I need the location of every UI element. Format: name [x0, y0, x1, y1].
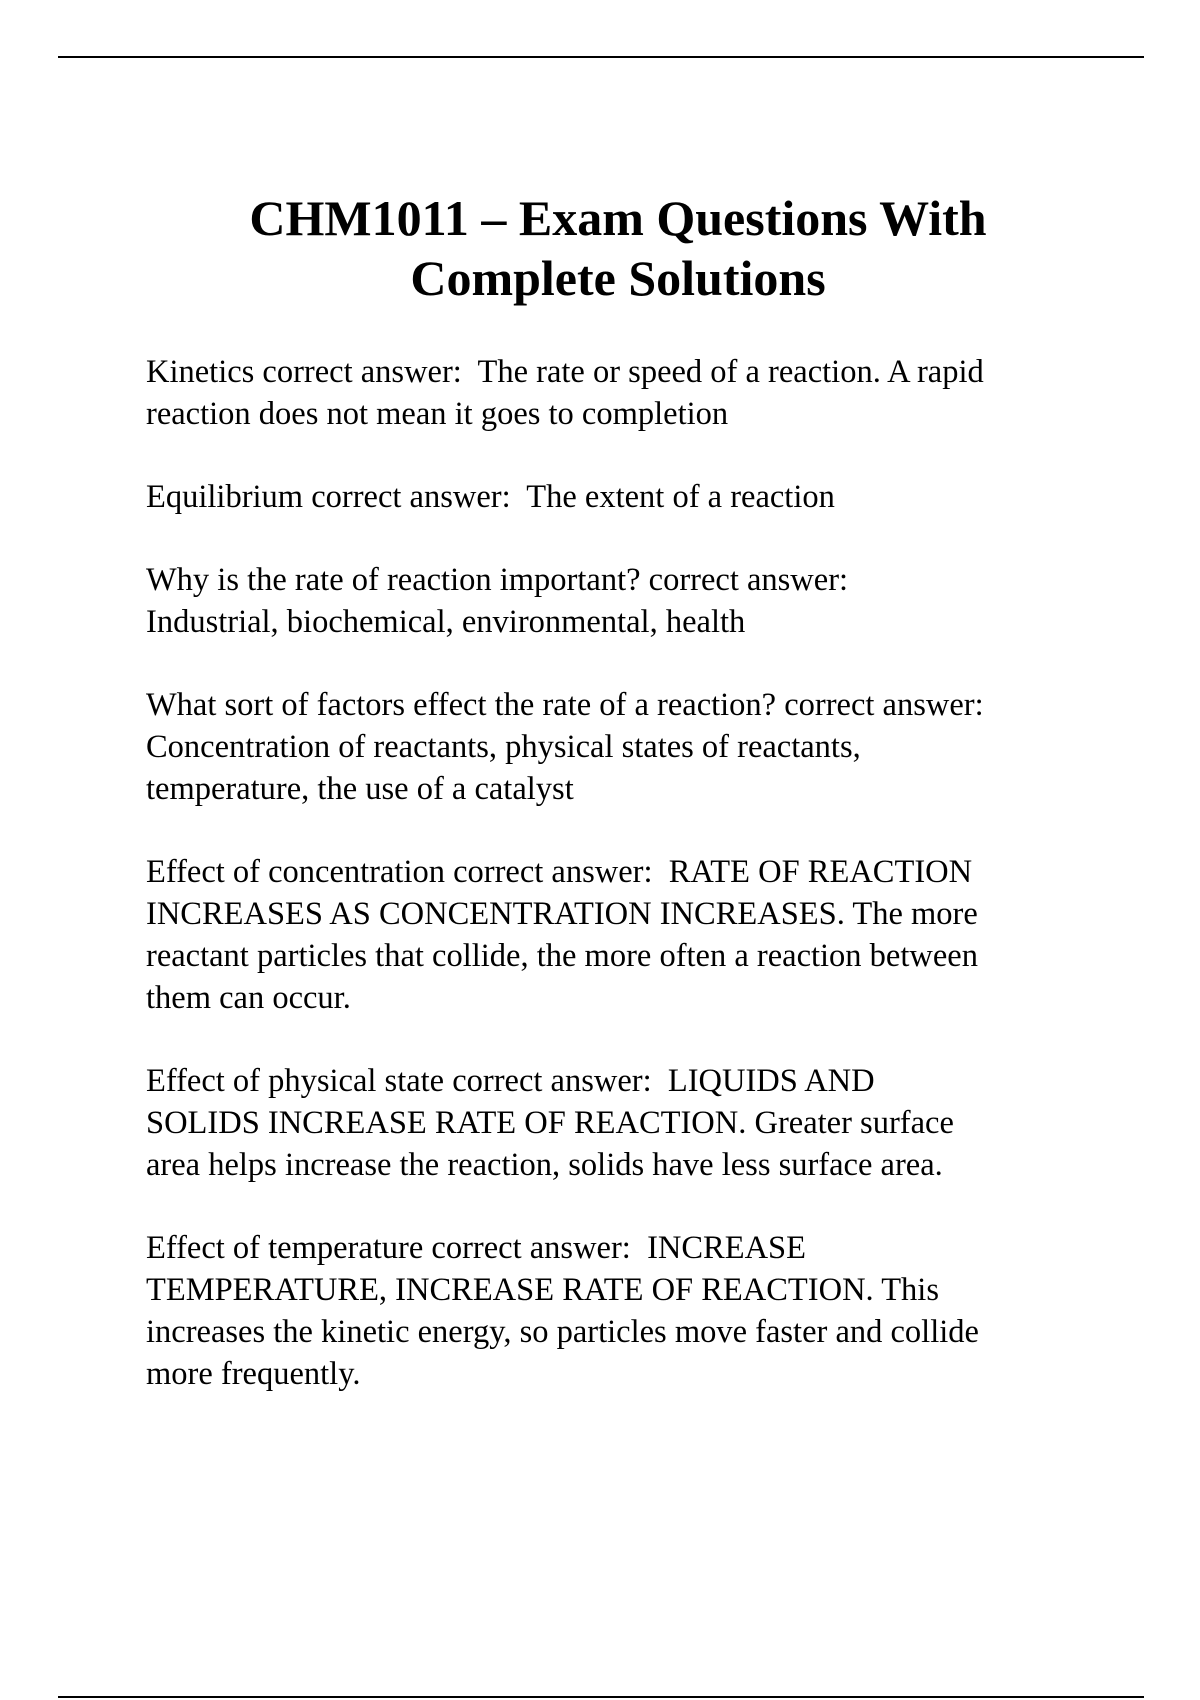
qa-item-physical-state: Effect of physical state correct answer: LIQUIDS AND SOLIDS INCREASE RATE OF REACTION. Greater surface area helps increase the reaction, solids have less surface area. [146, 1063, 954, 1183]
header-rule [58, 56, 1144, 58]
qa-item-equilibrium: Equilibrium correct answer: The extent of a reaction [146, 479, 835, 515]
qa-item-rate-factors: What sort of factors effect the rate of a reaction? correct answer: Concentration of reactants, physical states of reactants, temperature, the use of a catalyst [146, 687, 984, 807]
qa-item-temperature: Effect of temperature correct answer: INCREASE TEMPERATURE, INCREASE RATE OF REACTION. This increases the kinetic energy, so particles move faster and collide more frequently. [146, 1230, 979, 1392]
qa-item-concentration: Effect of concentration correct answer: RATE OF REACTION INCREASES AS CONCENTRATION INCREASES. The more reactant particles that collide, the more often a reaction between them can occur. [146, 854, 978, 1016]
page-title-line-1: CHM1011 – Exam Questions With [249, 190, 987, 246]
page-title [100, 188, 1136, 308]
qa-list [146, 351, 1146, 1436]
qa-item-rate-importance: Why is the rate of reaction important? correct answer: Industrial, biochemical, environmental, health [146, 562, 849, 640]
qa-item-kinetics: Kinetics correct answer: The rate or speed of a reaction. A rapid reaction does not mean it goes to completion [146, 354, 984, 432]
page-title-line-2: Complete Solutions [410, 250, 826, 306]
footer-rule [58, 1696, 1144, 1698]
